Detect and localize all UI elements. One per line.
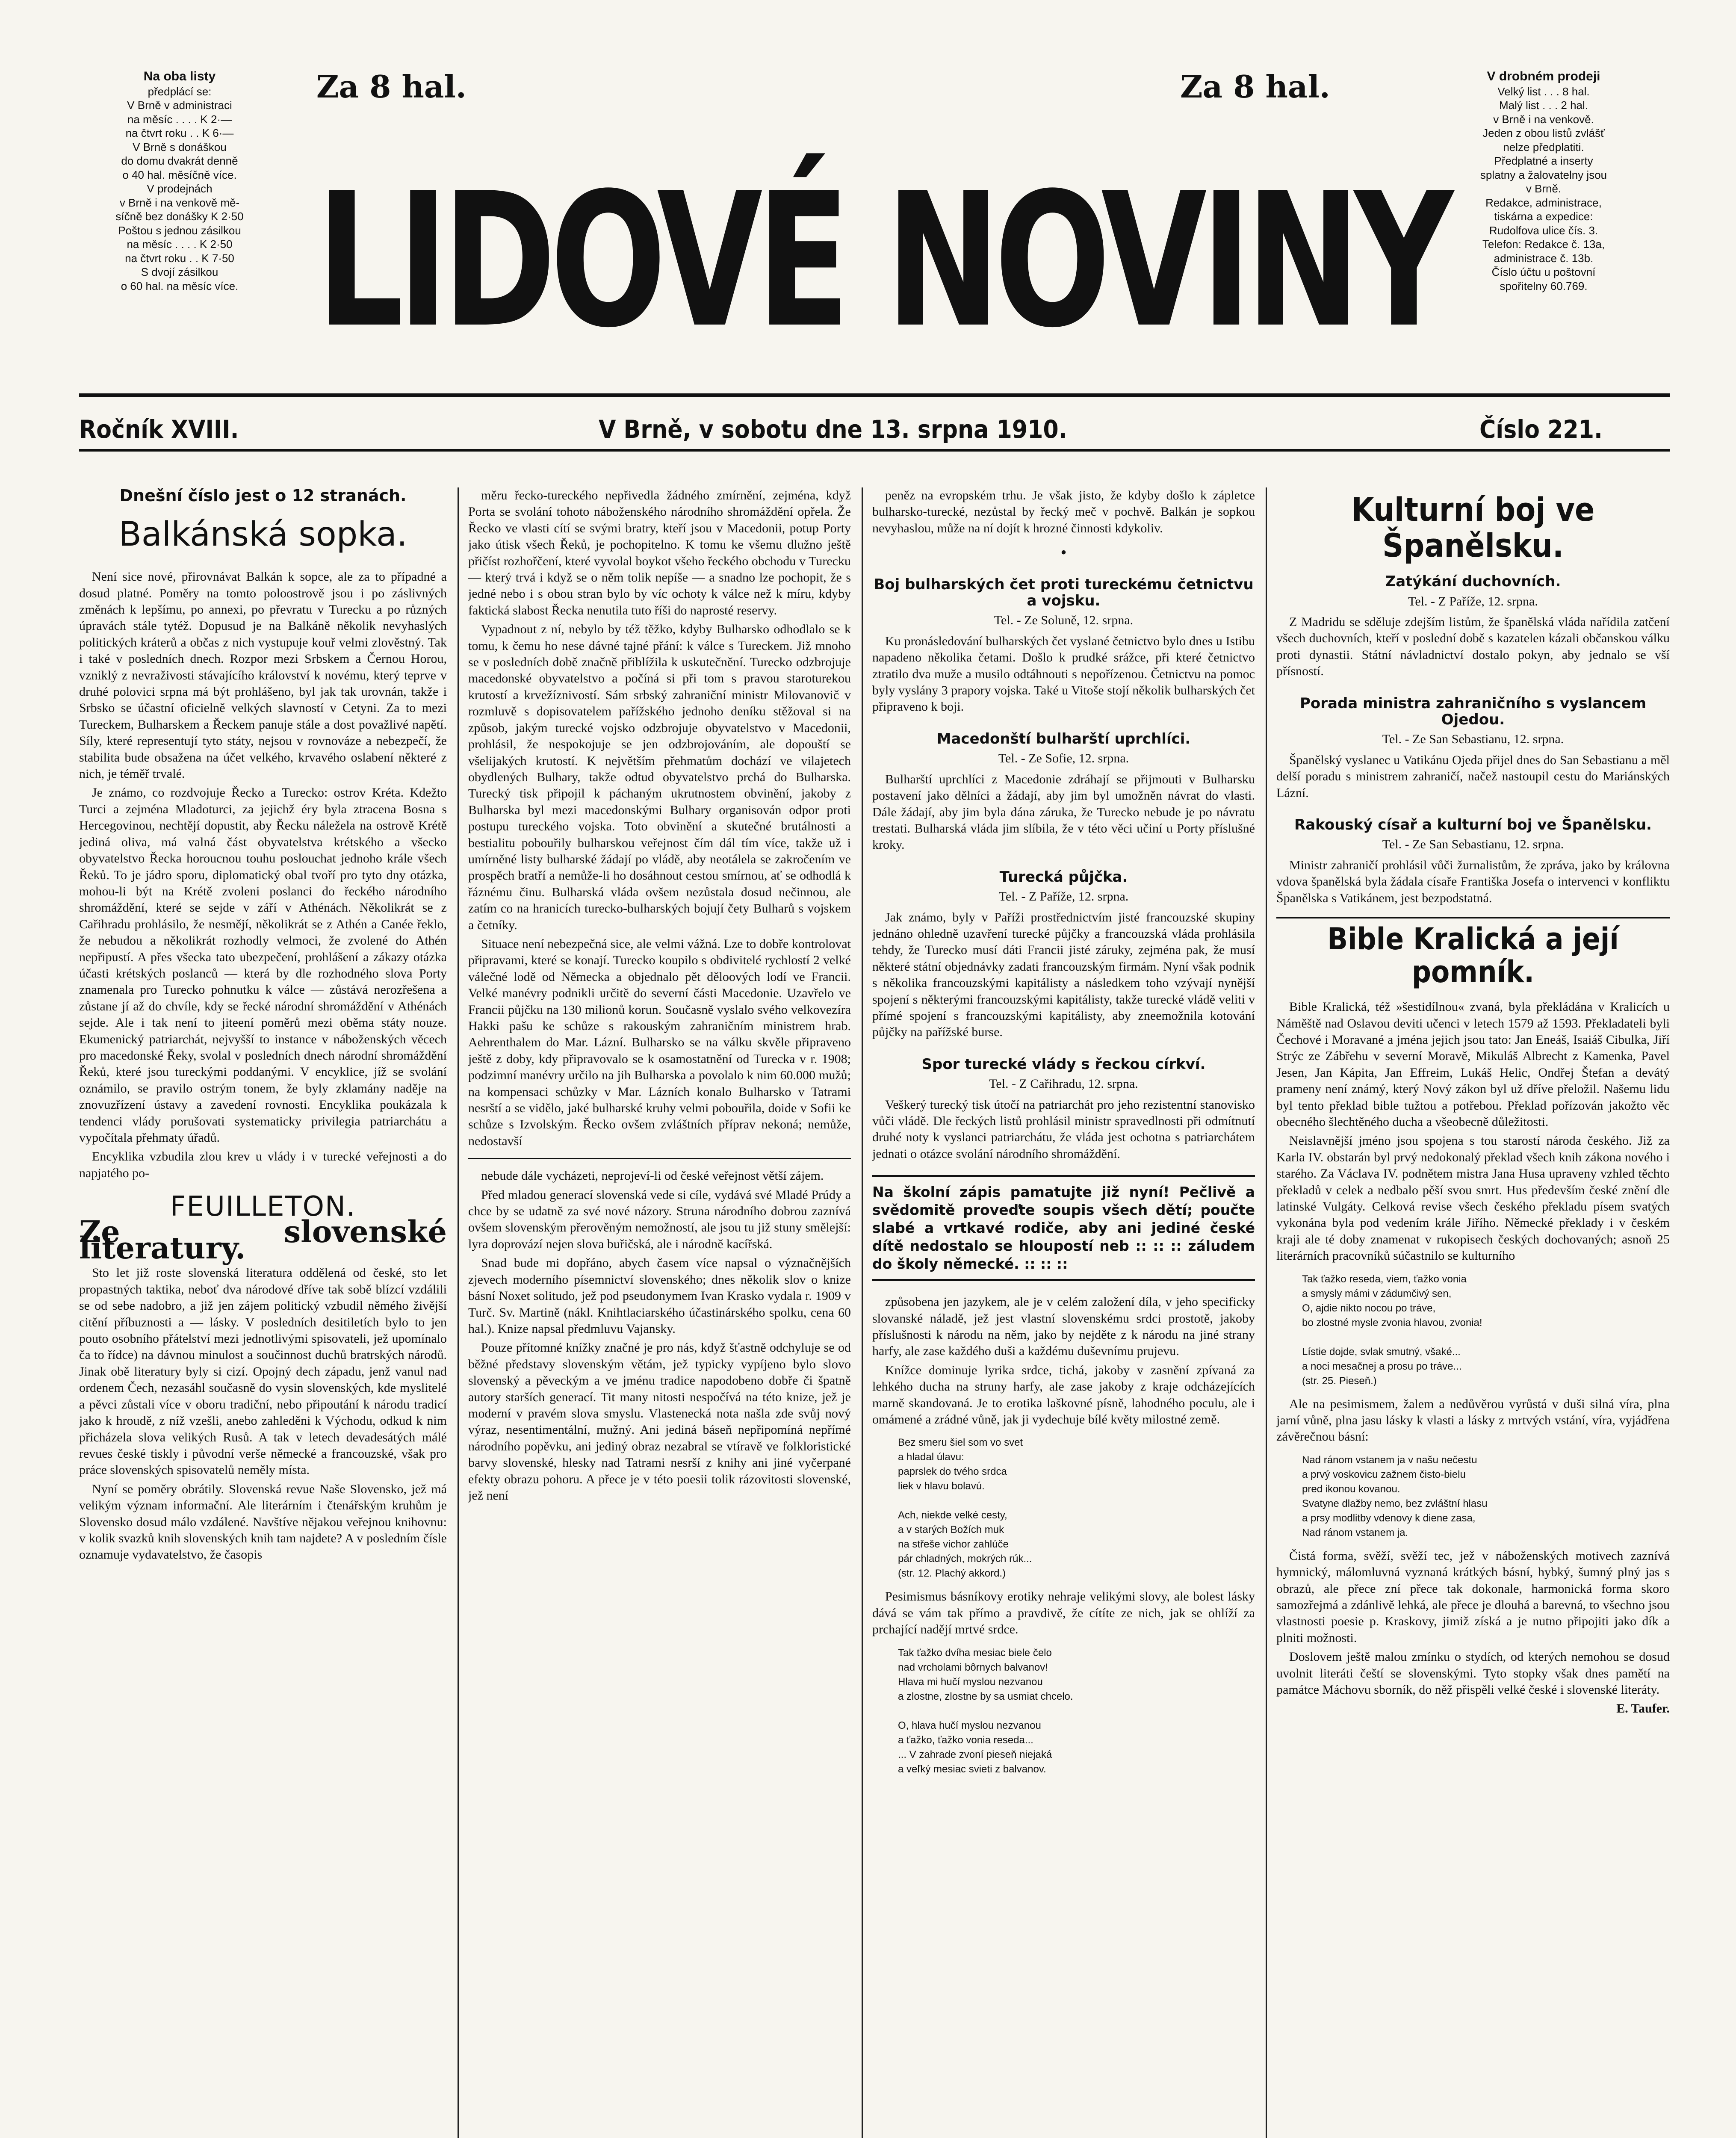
- newspaper-page: [17, 17, 1719, 2138]
- article-paragraph: Před mladou generací slovenská vede si cíle, vydává své Mladé Prúdy a chce by se udatně za své nové názory. Struna národního dobrou zaznívá ovšem slovenským přerověným nemožností, ale jsou tu již stuny smělejší: lyra doprovází nejen slova buřičská, ale i národně kacířská.: [468, 1187, 851, 1251]
- retail-title: V drobném prodeji: [1487, 69, 1600, 83]
- news-body: Španělský vyslanec u Vatikánu Ojeda přijel dnes do San Sebastianu a měl delší poradu s ministrem zahraničí, načež nastoupil cestu do Mariánských Lázní.: [1276, 753, 1670, 800]
- subscription-line: na měsíc . . . . K 2·50: [127, 238, 233, 251]
- poem-line: Nad ránom vstanem ja.: [1302, 1527, 1408, 1539]
- retail-line: administrace č. 13b.: [1494, 251, 1594, 265]
- news-dateline: Tel. - Z Cařihradu, 12. srpna.: [989, 1077, 1138, 1091]
- article-paragraph: Nyní se poměry obrátily. Slovenská revue Naše Slovensko, jež má velikým význam informační. Ale literárním i čtenářským kruhům je Slovensko dosud málo vzdálené. Navštíve nějakou veřejnou knihovnu: v kolik svazků knih slovenských knih tam najdete? A v posledním čísle oznamuje vydavatelstvo, že časopis: [79, 1482, 447, 1562]
- column-3: [872, 487, 1255, 2138]
- article-body-balkan-cont: [468, 487, 851, 1149]
- news-title-refugees: Macedonští bulharští uprchlíci.: [936, 730, 1191, 747]
- poem-line: a hladal úlavu:: [898, 1451, 964, 1463]
- poem-line: Bez smeru šiel som vo svet: [898, 1437, 1023, 1449]
- news-dateline: Tel. - Ze Soluně, 12. srpna.: [994, 613, 1134, 628]
- feuilleton-header: FEUILLETON.: [170, 1191, 356, 1223]
- subscription-line: na čtvrt roku . . K 7·50: [125, 251, 234, 265]
- section-rule: [1276, 917, 1670, 918]
- header-rule-bottom: [79, 449, 1670, 452]
- poem-line: a v starých Božích muk: [898, 1524, 1004, 1536]
- poem-line: pár chladných, mokrých rúk...: [898, 1553, 1032, 1565]
- poem-quote: [1302, 1272, 1670, 1388]
- news-title-emperor: Rakouský císař a kulturní boj ve Španělsku.: [1294, 816, 1652, 834]
- retail-line: v Brně.: [1526, 182, 1562, 195]
- article-paragraph: způsobena jen jazykem, ale je v celém založení díla, v jeho specificky slovanské náladě, jež jest vlastní slovenskému srdci prostotě, jakoby příslušnosti k národu na něm, jako by nejděte z k národu na jiné strany harfy, ale zase každého duši a každému duševnímu prujevu.: [872, 1295, 1255, 1358]
- price-left: Za 8 hal.: [316, 68, 466, 105]
- poem-line: Nad ránom vstanem ja v našu nečestu: [1302, 1454, 1477, 1466]
- news-body: Bulharští uprchlíci z Macedonie zdráhají se přijmouti v Bulharsku postavení jako dělníci a žádají, aby jim byl umožněn návrat do vlasti. Dále žádají, aby jim byla dána záruka, že Turecko nebude je po návratu trestati. Bulharská vláda jim slíbila, že v této věci učiní u Porty příslušné kroky.: [872, 772, 1255, 852]
- poem-line: liek v hlavu bolavú.: [898, 1480, 985, 1492]
- article-paragraph: měru řecko-tureckého nepřivedla žádného zmírnění, zejména, když Porta se svolání tohoto náboženského národního shromáždění opřela. Že Řecko ve vlasti cítí se svými bratry, kteří jsou v Macedonii, potup Porty jako útisk všech Řeků, je pochopitelno. K tomu ke všemu dlužno ještě přičíst rozhořčení, které vyvolal boykot všeho řeckého obchodu v Turecku — který trvá i když se o něm tolik nepíše — a snadno lze pochopit, že s jedné nebo i s obou stran bylo by víc ochoty k válce než k míru, kdyby faktická slabost Řecka nenutila tuto říši do naprosté reservy.: [468, 488, 851, 617]
- subscription-line: na čtvrt roku . . K 6·—: [125, 127, 234, 139]
- subscription-line: v Brně i na venkově mě-: [119, 196, 240, 209]
- poem-quote: [898, 1435, 1255, 1581]
- article-paragraph: Doslovem ještě malou zmínku o stydích, od kterých nemohou se dosud uvolnit literáti čeští se slovenskými. Tyto stopky však dnes pamětí na památce Máchovu sborník, do něž přispěli velké české i slovenské literáty.: [1276, 1650, 1670, 1697]
- retail-line: Předplatné a inserty: [1494, 154, 1593, 167]
- retail-line: Telefon: Redakce č. 13a,: [1482, 238, 1605, 251]
- article-body-slovak-lit-cont: [872, 1294, 1255, 1428]
- volume-number: Ročník XVIII.: [79, 415, 239, 444]
- subscription-line: do domu dvakrát denně: [121, 154, 238, 167]
- retail-line: spořitelny 60.769.: [1500, 279, 1588, 292]
- article-paragraph: Sto let již roste slovenská literatura oddělená od české, sto let propastných taktika, neboť dva národové dříve tak sobě blízcí vzdálili se od sebe nadobro, a již jen zájem politický vzbudil němého živější citění příbuznosti a — lásky. V posledních desitiletích bylo to jen pouto osobního přátelství mezi jednotlivými spisovateli, jež upomínalo ča to řídce) na dávnou minulost a součinnost duchů bratrských národů. Jinak obě literatury byly si cizí. Opojný dech západu, jenž vanul nad ordenem Čech, nezasáhl současně do vysin slovenských, kde myslitelé a pěvci zůstali více v oboru tradiční, nebo připoutání k národu tradicí jako k hroudě, z níž vzešli, anebo zahleděni k Východu, odkud k nim přicházela slova velikých Rusů. A tak v letech devadesátých málé revues české tiskly i původní verše německé a francouzské, však pro práce slovenských spisovatelů neměly místa.: [79, 1266, 447, 1477]
- article-body-slovak-lit: [79, 1265, 447, 1563]
- article-paragraph: Neislavnější jméno jsou spojena s tou starostí národa českého. Již za Karla IV. obstarán byl prvý nedokonalý překlad všech knih zákona nového i starého. Za Václava IV. podnětem mistra Jana Husa upraveny vzhled těchto překladů v celek a nedbalo pěší svou smrt. Hus především české znění dle latinské Vulgáty. Celková revise všech českého překladu písem svatých vykonána byla pod vedením krále Jiřího. Německé překlady i v českém kraji ale té doby znamenat v rukopisech českých dochovaných; asnoň 25 literárních pracovníků súčastnilo se kulturního: [1276, 1134, 1670, 1263]
- retail-line: Malý list . . . 2 hal.: [1499, 99, 1588, 112]
- poem-line: Hlava mi hučí myslou nezvanou: [898, 1676, 1043, 1688]
- header-rule-top: [79, 393, 1670, 397]
- poem-line: [1302, 1330, 1670, 1345]
- issue-number: Číslo 221.: [1479, 415, 1603, 444]
- article-paragraph: Snad bude mi dopřáno, abych časem více napsal o význačnějších zjevech moderního písemnictví slovenského; dnes několik slov o knize básní Noxet solitudo, jež pod pseudonymem Ivan Krasko vydala r. 1909 v Turč. Sv. Martině (nákl. Knihtlaciarského účastinárského spolku, cena 60 hal.). Knize napsal předmluvu Vajansky.: [468, 1256, 851, 1336]
- issue-date: V Brně, v sobotu dne 13. srpna 1910.: [599, 415, 1067, 444]
- poem-line: a prsy modlitby vdenovy k diene zasa,: [1302, 1512, 1476, 1524]
- retail-line: nelze předplatiti.: [1503, 140, 1584, 154]
- poem-line: Tak ťažko dvíha mesiac biele čelo: [898, 1647, 1052, 1659]
- retail-line: Jeden z obou listů zvlášť: [1482, 127, 1605, 139]
- subscription-lines: [79, 85, 280, 293]
- poem-line: a prvý voskovicu zažnem čisto-bielu: [1302, 1468, 1466, 1480]
- article-paragraph: Vypadnout z ní, nebylo by též těžko, kdyby Bulharsko odhodlalo se k tomu, k čemu ho nese dávné tajné přání: k válce s Tureckem. Již mnoho se v posledních době značně přiblížila k uskutečnění. Turecko odzbrojuje macedonské obyvatelstvo a počíná si při tom s pravou staroturekou krutostí a krvežíznivostí. Sám srbský zahraniční ministr Milovanovič v rozmluvě s dopisovatelem pařížského jednoho deníku stěžoval si na způsob, jakým turecké vojsko odzbrojuje obyvatelstvo v Macedonii, prohlásil, že nespokojuje se jen odzbrojováním, ale dopouští se všelijakých krutostí. K největším přehmatům dochází ve vilajetech obydlených Bulhary, takže odtud obyvatelstvo prchá do Bulharska. Turecký tisk připojil k páchaným ukrutnostem obvinění, jakoby z Bulharska byl mezi macedonskými Bulhary organisován odpor proti postupu tureckého vojska. Toto obvinění a skutečné brutálnosti a bestialitu pobouřily bulharskou veřejnost čím dál tím více, takže už i umírněné listy bulharské žádají po vládě, aby neotálela se zakročením ve prospěch bratří a nemůže-li ho dosáhnout cestou smírnou, ať se odhodlá k řáznému činu. Bulharská vláda ovšem nezůstala dosud nečinnou, ale zatím co na hranicích turecko-bulharských bojují čety Bulharů s vojskem a četníky.: [468, 622, 851, 932]
- article-body-balkan-end: [872, 487, 1255, 537]
- subscription-line: na měsíc . . . . K 2·—: [127, 112, 232, 126]
- poem-line: nad vrcholami bôrnych balvanov!: [898, 1661, 1048, 1673]
- article-paragraph: Pesimismus básníkovy erotiky nehraje velikými slovy, ale bolest lásky dává se vám tak přímo a pravdivě, že cítíte ze nich, jak se ohlíží za prchající nadějí mrtvé srdce.: [872, 1589, 1255, 1637]
- separator-dot: •: [1060, 543, 1067, 562]
- article-title-slovak-lit: Ze slovenské literatury.: [79, 1214, 447, 1266]
- article-body-slovak-lit-end: [1276, 1548, 1670, 1698]
- news-title-church-dispute: Spor turecké vlády s řeckou církví.: [921, 1055, 1206, 1073]
- article-title-balkan: Balkánská sopka.: [118, 515, 407, 554]
- poem-line: (str. 25. Pieseň.): [1302, 1375, 1377, 1387]
- poem-line: ... V zahrade zvoní pieseň niejaká: [898, 1748, 1052, 1760]
- news-body: Veškerý turecký tisk útočí na patriarchát pro jeho rezistentní stanovisko vůči vládě. Dle řeckých listů prohlásil ministr spravedlnosti při odmítnutí druhé noty k vyslanci patriarchátu, že vláda jest ochotna s patriarchátem jednati o otázce svolání národního shromáždění.: [872, 1097, 1255, 1161]
- column-separator: [458, 487, 459, 2138]
- news-title-ojeda: Porada ministra zahraničního s vyslancem Ojedou.: [1299, 694, 1647, 729]
- feuilleton-rule: [468, 1158, 851, 1159]
- poem-line: Ach, niekde velké cesty,: [898, 1509, 1007, 1521]
- news-dateline: Tel. - Z Paříže, 12. srpna.: [998, 889, 1129, 904]
- column-2: [468, 487, 851, 2138]
- news-body: Jak známo, byly v Paříži prostřednictvím jisté francouzské skupiny jednáno ohledně uzavření turecké půjčky a francouzská vláda prohlásila tehdy, že Turecko musí dáti Francii jisté záruky, zejména pak, že musí některé státní objednávky zadati francouzským firmám. Nyní však podnik s několika francouzskými kapitálisty a následkem toho vzývají nynější spojení s některými francouzskými kapitálisty, takže turecké vládě veliti v přímé spojení s francouzskými kapitálisty, aby zneemožnila kotování půjčky na pařížské burse.: [872, 910, 1255, 1039]
- column-separator: [862, 487, 863, 2138]
- news-dateline: Tel. - Ze San Sebastianu, 12. srpna.: [1382, 732, 1564, 747]
- subscription-line: V Brně v administraci: [127, 99, 232, 112]
- article-paragraph: Není sice nové, přirovnávat Balkán k sopce, ale za to případné a dosud platné. Poměry na tomto poloostrově jsou i po záslivných změnách k lepšímu, po annexi, po převratu v Turecku a po různých úpravách stále tytéž. Dopusud je na Balkáně několik nevyhaslých politických kráterů a občas z nich vystupuje kouř velmi zlověstný. Tak i také v posledních dnech. Rozpor mezi Srbskem a Černou Horou, vzniklý z nevraživosti stávajícího království k novému, který teprve v druhé polovici srpna má být prohlášeno, byl jak tak urovnán, takže i Srbsko se účastní oficielně velkých slavností v Cetyni. Za to mezi Tureckem, Bulharskem a Řeckem panuje stále a dost považlivé napětí. Síly, které representují tyto státy, nejsou v rovnováze a nebezpečí, že stabilita bude obsažena na účet velkého, krvavého oslabení některé z nich, je téměř trvalé.: [79, 570, 447, 781]
- poem-line: pred ikonou kovanou.: [1302, 1483, 1400, 1495]
- news-body: Ministr zahraničí prohlásil vůči žurnalistům, že zpráva, jako by královna vdova španělská byla žádala císaře Františka Josefa o intervenci v konfliktu Španělska s Vatikánem, jest bezpodstatná.: [1276, 858, 1670, 905]
- poem-line: Tak ťažko reseda, viem, ťažko vonia: [1302, 1273, 1467, 1285]
- school-enrollment-notice: Na školní zápis pamatujte již nyní! Pečlivě a svědomitě proveďte soupis všech dětí; poučte slabé a vrtkavé rodiče, aby ani jediné české dítě nedostalo se hloupostí neb :: :: :: záludem do školy německé. :: :: ::: [872, 1175, 1255, 1281]
- article-paragraph: Bible Kralická, též »šestidílnou« zvaná, byla překládána v Kralicích u Náměště nad Oslavou deviti učenci v letech 1579 až 1593. Překladateli byli Čechové i Moravané a jména jejich jsou tato: Jan Eneáš, Isaiáš Cibulka, Jiří Strýc ze Zábřehu v severní Moravě, Mikuláš Albrecht z Kamenka, Pavel Jesen, Jan Kápita, Jan Effreim, Lukáš Helic, Ondřej Štefan a devátý prameny není známý, který Nový zákon byl už dříve přeložil. Našemu lidu byl tento překlad bible tužtou a potřebou. Překlad pořízován jakožto věc obecného šlechtěného ducha a všeobecně důležitosti.: [1276, 1000, 1670, 1129]
- news-body: Ku pronásledování bulharských čet vyslané četnictvo bylo dnes u Istibu napadeno několika četami. Došlo k prudké srážce, při které četnictvo ztratilo dva muže a musilo odtáhnouti s nepořízenou. Četnictvu na pomoc byly vyslány 3 prapory vojska. Také u Vitoše stojí několik bulharských čet připraveno k boji.: [872, 634, 1255, 714]
- poem-line: a veľký mesiac svieti z balvanov.: [898, 1763, 1046, 1775]
- retail-line: Rudolfova ulice čís. 3.: [1489, 224, 1598, 237]
- article-paragraph: Situace není nebezpečná sice, ale velmi vážná. Lze to dobře kontrolovat připravami, které se konají. Turecko koupilo s obdivitelé rychlostí 2 velké válečné lodě od Německa a objednalo pět děloových lodí ve Francii. Velké manévry podnikli určitě do severní části Macedonie. Uzavřelo ve Francii půjčku na 130 milionů korun. Současně vyslalo svého velkovezíra Hakki pašu ke schůze s rakouským zahraničním ministrem hrab. Aehrenthalem do Mar. Lázní. Bulharsko se na válku skvěle připraveno ještě z doby, kdy připravovalo se k osamostatnění od Turecka v r. 1908; podzimní manévry určilo na jih Bulharska a povolalo k nim 60.000 mužů; na kompensaci schůzky v Mar. Lázních konalo Bulharsko v Tatrami nesrští a se vidělo, jaké bulharské kruhy velmi pobouřila, doide v Sofii ke schůze s Izvolským. Řecko ovšem zvláštních příprav nekoná; nemůže, nedostavší: [468, 936, 851, 1148]
- subscription-line: Poštou s jednou zásilkou: [118, 224, 241, 237]
- article-body-bible: [1276, 999, 1670, 1264]
- pages-note: Dnešní číslo jest o 12 stranách.: [119, 487, 407, 505]
- article-paragraph: Čistá forma, svěží, svěží tec, jež v náboženských motivech zaznívá hymnický, málomluvná vyznaná krátkých básní, hybký, šumný plný jas s obrazů, ale přece zní přece tak dokonale, harmonická forma skoro samozřejmá a zdánlivě lehká, ale přece je dlouhá a barevná, to všechno jsou vlastnosti poesie p. Kraskovy, jimiž získá a je nutno připojiti jako dík a plniti možnosti.: [1276, 1548, 1670, 1645]
- price-right: Za 8 hal.: [1180, 68, 1330, 105]
- subscription-line: předplácí se:: [148, 85, 212, 98]
- poem-line: (str. 12. Plachý akkord.): [898, 1568, 1006, 1580]
- news-dateline: Tel. - Z Paříže, 12. srpna.: [1408, 594, 1538, 608]
- news-subtitle: Zatýkání duchovních.: [1385, 573, 1561, 591]
- article-paragraph: Encyklika vzbudila zlou krev u vlády i v turecké veřejnosti a do napjatého po-: [79, 1149, 447, 1180]
- poem-quote: [1302, 1453, 1670, 1540]
- article-title-bible: Bible Kralická a její pomník.: [1327, 921, 1619, 990]
- retail-line: splatny a žalovatelny jsou: [1480, 168, 1607, 181]
- article-paragraph: Je známo, co rozdvojuje Řecko a Turecko: ostrov Kréta. Kdežto Turci a zejména Mladoturci, za jejichž éry byla ztracena Bosna s Hercegovinou, nechtějí dopustit, aby Řecku náležela na ostrově Krétě jediná oliva, má valná část obyvatelstva krétského a všecko obyvatelstvo Řecka horoucnou touhu poslouchat jednoho krále všech Řeků. To je jádro sporu, diplomatický obal tvoří pro tyto dny otázka, mohou-li být na Krétě zvoleni poslanci do řeckého národního shromáždění, které se sejde v září v Athénách. Několikrát se z Cařihradu prohlásilo, že nesmějí, několikrát se z Athén a Canée řeklo, že nebudou a několikrát rozhodly velmoci, že zvolené do Athén nepřipustí. A přes všecka tato ubezpečení, prohlášení a zákazy otázka účasti krétských poslanců — která by dle rozhodného slova Porty znamenala pro Turecko pohnutku k válce — zůstává nerozřešena a zůstane jí až do chvíle, kdy se řecké národní shromáždění v Athénách sejde. Ale i tak není to jiteení poměrů mezi oběma státy nouze. Ekumenický patriarchát, nejvyšší to instance v náboženských věcech pro macedonské Řeky, svolal v posledních dnech národní shromáždění Řeků, které jsou tureckými poddanými. V encyklice, jíž se svolání oznámilo, se pravilo ostrým tonem, že byly zklamány naděje na znovuzřízení ústavy a zavedení rovnosti. Encyklika poukázala k tendenci vlády porušovati systematicky privilegia patriarchátu a vypočítala přehmaty úřadů.: [79, 786, 447, 1145]
- poem-line: bo zlostné mysle zvonia hlavou, zvonia!: [1302, 1317, 1482, 1329]
- article-body-balkan: [79, 569, 447, 1181]
- news-body: Z Madridu se sděluje zdejším listům, že španělská vláda nařídila zatčení všech duchovních, kteří v poslední době s kazatelen kázali občanskou válku proti dynastii. Státní návladnictví dostalo pokyn, aby jednalo se vší přísností.: [1276, 615, 1670, 679]
- poem-line: paprslek do tvého srdca: [898, 1466, 1007, 1478]
- poem-line: na střeše vichor zahlúče: [898, 1539, 1009, 1550]
- poem-line: [898, 1494, 1255, 1508]
- article-paragraph: nebude dále vycházeti, neprojeví-li od české veřejnost větší zájem.: [481, 1169, 824, 1183]
- poem-line: a ťažko, ťažko vonia reseda...: [898, 1734, 1033, 1746]
- subscription-line: S dvojí zásilkou: [141, 266, 218, 278]
- article-body-slovak-lit-cont: [1276, 1396, 1670, 1445]
- poem-line: a zlostne, zlostne by sa usmiat chcelo.: [898, 1690, 1073, 1702]
- poem-line: Svatyne dlažby nemo, bez zvláštní hlasu: [1302, 1497, 1488, 1509]
- subscription-line: o 60 hal. na měsíc více.: [121, 279, 239, 292]
- retail-line: Číslo účtu u poštovní: [1491, 266, 1596, 278]
- poem-quote: [898, 1646, 1255, 1777]
- poem-line: O, hlava hučí myslou nezvanou: [898, 1719, 1041, 1731]
- article-paragraph: Knížce dominuje lyrika srdce, tichá, jakoby v zasnění zpívaná za lehkého ducha na struny harfy, ale zase jakoby z kraje odcházejících marně skandovaná. Je to erotika laškovné písně, lahodného poculu, ale i omámené a zrádné vůně, jak ji vydechuje bílé květy milostné země.: [872, 1363, 1255, 1427]
- subscription-line: o 40 hal. měsíčně více.: [122, 168, 237, 181]
- article-body-slovak-lit-cont: [468, 1168, 851, 1504]
- retail-line: Redakce, administrace,: [1485, 196, 1602, 209]
- retail-info-box: [1415, 68, 1672, 293]
- retail-lines: [1415, 85, 1672, 293]
- column-4: [1276, 487, 1670, 2138]
- article-paragraph: Pouze přítomné knížky značné je pro nás, když šťastně odchyluje se od běžné představy slovenským větám, jež typicky vypíjeno bylo slovo slovenský a pěveckým a ve jménu tradice napodobeno dobře či špatně autory starších generací. Tit many nitosti nespočívá na této knize, jež je moderní v pravém slova smyslu. Vlastenecká nota našla zde svůj nový výraz, nesentimentální, mužný. Ani jediná báseň nepřipomíná nepřímé národního popěvku, ani jediný obraz nezabral se vtíravě ve folkloristické barvy slovenské, hlesky nad Tatrami nesrší z knihy ani jiné vyčerpané efekty obrazu pohoru. A přece je v této poesii tolik rázovitosti slovenské, jež není: [468, 1341, 851, 1503]
- news-title-turkish-loan: Turecká půjčka.: [999, 868, 1128, 886]
- subscription-line: síčně bez donášky K 2·50: [115, 210, 244, 223]
- subscription-box: [79, 68, 280, 293]
- news-title-bulgarian-bands: Boj bulharských čet proti tureckému četnictvu a vojsku.: [874, 576, 1254, 610]
- retail-line: Velký list . . . 8 hal.: [1497, 85, 1590, 98]
- column-separator: [1266, 487, 1267, 2138]
- subscription-line: V Brně s donáškou: [133, 140, 227, 154]
- news-dateline: Tel. - Ze San Sebastianu, 12. srpna.: [1382, 837, 1564, 852]
- subscription-title: Na oba listy: [143, 69, 216, 83]
- subscription-line: V prodejnách: [147, 182, 213, 195]
- author-signature: E. Taufer.: [1616, 1701, 1670, 1716]
- article-title-spain: Kulturní boj ve Španělsku.: [1351, 490, 1595, 564]
- poem-line: Lístie dojde, svlak smutný, všaké...: [1302, 1346, 1461, 1358]
- article-paragraph: Ale na pesimismem, žalem a nedůvěrou vyrůstá v duši silná víra, plna jarní vůně, plna jasu lásky k vlasti a lásky z mrtvých vstání, víra, vyjádřena závěrečnou básní:: [1276, 1397, 1670, 1444]
- poem-line: O, ajdie nikto nocou po tráve,: [1302, 1302, 1436, 1314]
- column-1: [79, 487, 447, 2138]
- news-dateline: Tel. - Ze Sofie, 12. srpna.: [998, 751, 1129, 766]
- masthead-title: LIDOVÉ NOVINY: [316, 154, 1448, 369]
- retail-line: v Brně i na venkově.: [1493, 112, 1594, 126]
- retail-line: tiskárna a expedice:: [1494, 210, 1593, 223]
- poem-line: a noci mesačnej a prosu po tráve...: [1302, 1360, 1462, 1372]
- article-paragraph: peněz na evropském trhu. Je však jisto, že kdyby došlo k zápletce bulharsko-turecké, nezůstal by řecký meč v pochvě. Balkán je sopkou nevyhaslou, může na ní dojít k hrozné činnosti kdykoliv.: [872, 488, 1255, 535]
- poem-line: [898, 1704, 1255, 1719]
- poem-line: a smysly mámi v zádumčivý sen,: [1302, 1288, 1452, 1299]
